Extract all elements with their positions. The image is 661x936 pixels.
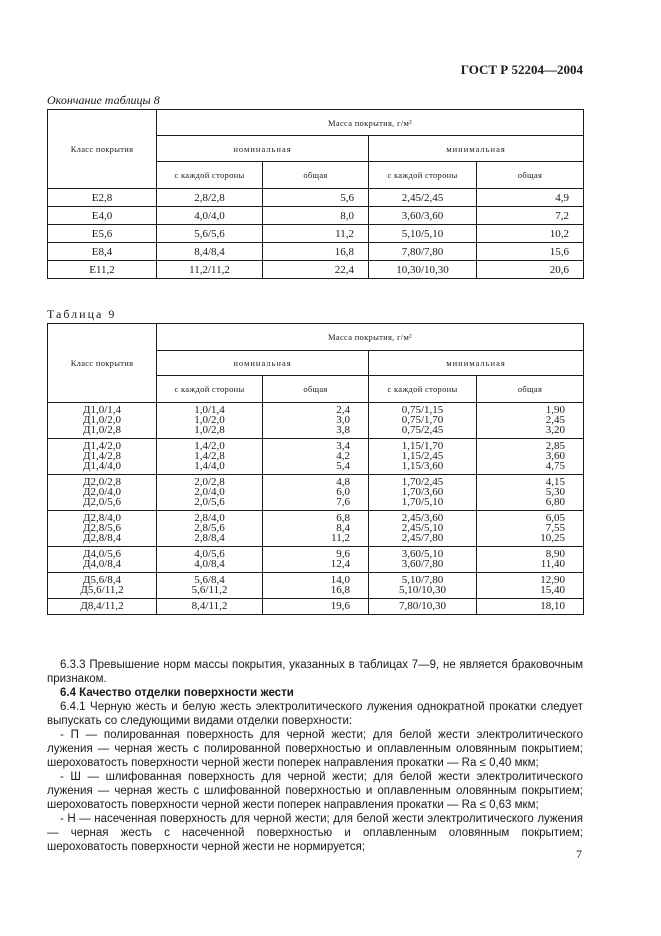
table8-cell-nom-side: 11,2/11,2 xyxy=(157,261,263,279)
table8-nom-total-header: общая xyxy=(263,162,369,189)
table9-nom-side-header: с каждой стороны xyxy=(157,376,263,403)
table9-cell-class xyxy=(48,403,157,439)
table9-cell-min-side xyxy=(369,403,477,439)
table9-cell-class xyxy=(48,573,157,599)
table8-nom-side-header: с каждой стороны xyxy=(157,162,263,189)
table9-cell-line: 5,10/7,80 xyxy=(401,574,444,586)
table9-cell-line: 4,75 xyxy=(545,460,566,472)
table9-cell-line: 19,6 xyxy=(330,600,350,612)
table9-cell-line: Д4,0/8,4 xyxy=(82,558,122,570)
table9-cell-line: 15,40 xyxy=(540,584,566,596)
table9-cell-line: 1,70/2,45 xyxy=(401,476,444,488)
table9-cell-line: 1,15/1,70 xyxy=(401,440,444,452)
table9-cell-line: 3,0 xyxy=(336,414,350,426)
table9-cell-line: 7,6 xyxy=(336,496,350,508)
table9-cell-nom-total xyxy=(263,403,369,439)
paragraph-finish-sh: - Ш — шлифованная поверхность для черной жести; для белой жести электролитического лужения — черная жесть с шлифованной поверхностью и оплавленным оловянным покрытием; шероховатость поверхности черной жести поперек направления прокатки — Ra ≤ 0,63 мкм; xyxy=(47,771,583,811)
table9-cell-line: Д2,8/5,6 xyxy=(82,522,122,534)
table9-cell-line: 3,4 xyxy=(336,440,350,452)
table8-cell-nom-side: 2,8/2,8 xyxy=(157,189,263,207)
table9-cell-line: 2,45/5,10 xyxy=(401,522,444,534)
table9-cell-min-side xyxy=(369,475,477,511)
table9-cell-class xyxy=(48,439,157,475)
table9-cell-line: 4,0/5,6 xyxy=(194,548,225,560)
table9-cell-line: 3,8 xyxy=(336,424,350,436)
table9-cell-nom-side xyxy=(157,599,263,615)
table9-cell-line: 5,10/10,30 xyxy=(398,584,447,596)
table8-cell-nom-total: 16,8 xyxy=(263,243,369,261)
table9-mass-header: Масса покрытия, г/м² xyxy=(157,324,584,351)
table9-cell-nom-side xyxy=(157,511,263,547)
table8-cell-class: Е4,0 xyxy=(48,207,157,225)
table9-cell-line: 5,6/8,4 xyxy=(194,574,225,586)
table8-cell-class: Е8,4 xyxy=(48,243,157,261)
table9-cell-line: 4,15 xyxy=(545,476,566,488)
table9-cell-line: Д2,0/5,6 xyxy=(82,496,122,508)
table8-cell-class: Е5,6 xyxy=(48,225,157,243)
table9-cell-class xyxy=(48,547,157,573)
table9-cell-line: 3,60/5,10 xyxy=(401,548,444,560)
table9-cell-class xyxy=(48,599,157,615)
table8-cell-nom-side: 4,0/4,0 xyxy=(157,207,263,225)
table9-cell-line: Д1,4/4,0 xyxy=(82,460,122,472)
table9-cell-min-total xyxy=(477,475,584,511)
table8-mass-header: Масса покрытия, г/м² xyxy=(157,110,584,136)
table9-cell-line: 11,2 xyxy=(331,532,350,544)
table9-cell-line: 0,75/1,70 xyxy=(401,414,444,426)
table9-min-total-header: общая xyxy=(477,376,584,403)
table9-row-group xyxy=(48,573,584,599)
table9-cell-line: Д4,0/5,6 xyxy=(82,548,122,560)
table9-cell-line: 6,05 xyxy=(545,512,566,524)
table9-cell-line: 6,8 xyxy=(336,512,350,524)
section-heading-6-4: 6.4 Качество отделки поверхности жести xyxy=(60,687,294,699)
table8-cell-nom-total: 22,4 xyxy=(263,261,369,279)
table8-cell-class: Е2,8 xyxy=(48,189,157,207)
table9-cell-nom-total xyxy=(263,475,369,511)
table9-cell-class xyxy=(48,511,157,547)
table9-cell-line: 2,45/3,60 xyxy=(401,512,444,524)
table8-cell-min-total: 15,6 xyxy=(477,243,584,261)
table9-cell-line: 2,8/4,0 xyxy=(194,512,225,524)
table9-row-group xyxy=(48,475,584,511)
table9-cell-line: 1,70/5,10 xyxy=(401,496,444,508)
table9-cell-line: Д1,0/2,8 xyxy=(82,424,122,436)
table9-cell-nom-total xyxy=(263,511,369,547)
table9-cell-nom-side xyxy=(157,439,263,475)
table8-cell-min-side: 2,45/2,45 xyxy=(369,189,477,207)
table9-cell-line: 2,0/2,8 xyxy=(194,476,225,488)
table9-cell-line: 4,2 xyxy=(336,450,350,462)
table8-row xyxy=(48,225,584,243)
table9-cell-class xyxy=(48,475,157,511)
document-header: ГОСТ Р 52204—2004 xyxy=(460,62,583,77)
table8-cell-nom-side: 8,4/8,4 xyxy=(157,243,263,261)
table8-cell-nom-total: 8,0 xyxy=(263,207,369,225)
table9-min-side-header: с каждой стороны xyxy=(369,376,477,403)
table9-cell-line: 12,4 xyxy=(330,558,350,570)
table9-cell-line: 6,80 xyxy=(545,496,566,508)
table8-row xyxy=(48,207,584,225)
table9-cell-min-side xyxy=(369,547,477,573)
table9-cell-line: Д5,6/8,4 xyxy=(82,574,122,586)
paragraph-finish-p: - П — полированная поверхность для черной жести; для белой жести электролитического лужения — черная жесть с полированной поверхностью и оплавленным оловянным покрытием; шероховатость поверхности черной жести поперек направления прокатки — Ra ≤ 0,40 мкм; xyxy=(47,729,583,769)
table9-cell-line: 5,30 xyxy=(545,486,566,498)
table9-cell-line: 1,0/2,8 xyxy=(194,424,225,436)
table9-cell-line: 1,70/3,60 xyxy=(401,486,444,498)
table9-cell-line: Д2,0/4,0 xyxy=(82,486,122,498)
table8-cell-min-total: 4,9 xyxy=(477,189,584,207)
table9-cell-min-total xyxy=(477,599,584,615)
table9-minimal-header: минимальная xyxy=(369,351,584,376)
table9-cell-line: 8,90 xyxy=(545,548,566,560)
table8-cell-min-side: 3,60/3,60 xyxy=(369,207,477,225)
table9-row-group xyxy=(48,403,584,439)
table9-nom-total-header: общая xyxy=(263,376,369,403)
table8-row xyxy=(48,261,584,279)
table9-cell-line: 1,0/2,0 xyxy=(194,414,225,426)
table9-cell-nom-side xyxy=(157,573,263,599)
table9-cell-min-side xyxy=(369,599,477,615)
table8-cell-min-total: 20,6 xyxy=(477,261,584,279)
table9-cell-min-total xyxy=(477,403,584,439)
table9-cell-line: 1,90 xyxy=(545,404,566,416)
table9-cell-line: Д2,8/4,0 xyxy=(82,512,122,524)
paragraph-6-3-3: 6.3.3 Превышение норм массы покрытия, указанных в таблицах 7—9, не является браковочным признаком. xyxy=(47,659,583,685)
table9-cell-line: 8,4 xyxy=(336,522,350,534)
table9-cell-line: Д1,0/1,4 xyxy=(82,404,122,416)
table8-minimal-header: минимальная xyxy=(369,136,584,162)
table9-cell-line: 1,0/1,4 xyxy=(194,404,225,416)
table9-cell-nom-total xyxy=(263,547,369,573)
table8-cell-min-side: 5,10/5,10 xyxy=(369,225,477,243)
table9-cell-line: 1,15/3,60 xyxy=(401,460,444,472)
table9-row-group xyxy=(48,599,584,615)
table9-cell-line: 2,0/5,6 xyxy=(194,496,225,508)
table9-cell-line: Д5,6/11,2 xyxy=(80,584,124,596)
table8-cell-nom-total: 5,6 xyxy=(263,189,369,207)
table9-cell-min-total xyxy=(477,439,584,475)
table9-cell-line: Д8,4/11,2 xyxy=(80,600,124,612)
table9-cell-line: 2,85 xyxy=(545,440,566,452)
table9-cell-min-total xyxy=(477,573,584,599)
table8 xyxy=(47,109,584,279)
table8-cell-min-side: 10,30/10,30 xyxy=(369,261,477,279)
table9-cell-line: 3,60/7,80 xyxy=(401,558,444,570)
table9-cell-line: 1,15/2,45 xyxy=(401,450,444,462)
table9-nominal-header: номинальная xyxy=(157,351,369,376)
table9-cell-line: 2,0/4,0 xyxy=(194,486,225,498)
table8-row xyxy=(48,189,584,207)
table9-cell-line: 4,8 xyxy=(336,476,350,488)
table8-min-side-header: с каждой стороны xyxy=(369,162,477,189)
table9-cell-line: 2,45/7,80 xyxy=(401,532,444,544)
table9-cell-line: 9,6 xyxy=(336,548,350,560)
table9-cell-line: 1,4/2,0 xyxy=(194,440,225,452)
table9-cell-line: 11,40 xyxy=(540,558,566,570)
table9-cell-line: 2,4 xyxy=(336,404,350,416)
table9-cell-line: 1,4/2,8 xyxy=(194,450,225,462)
table8-min-total-header: общая xyxy=(477,162,584,189)
table9-cell-line: 3,20 xyxy=(545,424,566,436)
table8-nominal-header: номинальная xyxy=(157,136,369,162)
table8-cell-min-side: 7,80/7,80 xyxy=(369,243,477,261)
table8-cell-min-total: 7,2 xyxy=(477,207,584,225)
table8-cell-nom-total: 11,2 xyxy=(263,225,369,243)
table8-row xyxy=(48,243,584,261)
table9-cell-line: 7,80/10,30 xyxy=(398,600,447,612)
table9-cell-min-side xyxy=(369,573,477,599)
table9-cell-line: 10,25 xyxy=(540,532,566,544)
table9-cell-line: 6,0 xyxy=(336,486,350,498)
table9-cell-line: 2,45 xyxy=(545,414,566,426)
page-number: 7 xyxy=(576,847,582,861)
table9-cell-line: 7,55 xyxy=(545,522,566,534)
table9-cell-line: Д2,8/8,4 xyxy=(82,532,122,544)
table9-cell-line: 2,8/5,6 xyxy=(194,522,225,534)
table9-cell-line: Д2,0/2,8 xyxy=(82,476,122,488)
table9-cell-min-total xyxy=(477,511,584,547)
table9-cell-line: 16,8 xyxy=(330,584,350,596)
table9-cell-nom-side xyxy=(157,403,263,439)
table9-cell-line: 0,75/1,15 xyxy=(401,404,444,416)
table9-cell-line: 18,10 xyxy=(540,600,566,612)
paragraph-finish-n: - Н — насеченная поверхность для черной жести; для белой жести электролитического лужения — черная жесть с насеченной поверхностью и оплавленным оловянным покрытием; шероховатость поверхности черной жести не нормируется; xyxy=(47,813,583,853)
table8-class-header: Класс покрытия xyxy=(48,110,157,189)
table8-caption: Окончание таблицы 8 xyxy=(47,93,160,107)
table9-cell-line: Д1,0/2,0 xyxy=(82,414,122,426)
table9 xyxy=(47,323,584,615)
table9-cell-nom-side xyxy=(157,475,263,511)
table9-cell-line: 8,4/11,2 xyxy=(191,600,228,612)
table9-cell-nom-total xyxy=(263,573,369,599)
table9-cell-line: 0,75/2,45 xyxy=(401,424,444,436)
table8-cell-class: Е11,2 xyxy=(48,261,157,279)
table9-row-group xyxy=(48,547,584,573)
table9-cell-line: 12,90 xyxy=(540,574,566,586)
table9-cell-line: 3,60 xyxy=(545,450,566,462)
table8-cell-nom-side: 5,6/5,6 xyxy=(157,225,263,243)
table9-cell-nom-total xyxy=(263,439,369,475)
table9-caption: Таблица 9 xyxy=(47,307,117,321)
paragraph-6-4-1: 6.4.1 Черную жесть и белую жесть электролитического лужения однократной прокатки следует выпускать со следующими видами отделки поверхности: xyxy=(47,701,583,727)
table9-class-header: Класс покрытия xyxy=(48,324,157,403)
table9-cell-line: 2,8/8,4 xyxy=(194,532,225,544)
table9-cell-min-total xyxy=(477,547,584,573)
table9-row-group xyxy=(48,511,584,547)
table9-cell-min-side xyxy=(369,439,477,475)
table9-cell-line: 5,4 xyxy=(336,460,350,472)
table9-cell-min-side xyxy=(369,511,477,547)
table9-cell-nom-total xyxy=(263,599,369,615)
table9-cell-line: 5,6/11,2 xyxy=(191,584,228,596)
table9-cell-line: Д1,4/2,8 xyxy=(82,450,122,462)
table9-row-group xyxy=(48,439,584,475)
table9-cell-line: 1,4/4,0 xyxy=(194,460,225,472)
table9-cell-line: Д1,4/2,0 xyxy=(82,440,122,452)
table9-cell-line: 14,0 xyxy=(330,574,350,586)
table9-cell-nom-side xyxy=(157,547,263,573)
table9-cell-line: 4,0/8,4 xyxy=(194,558,225,570)
table8-cell-min-total: 10,2 xyxy=(477,225,584,243)
